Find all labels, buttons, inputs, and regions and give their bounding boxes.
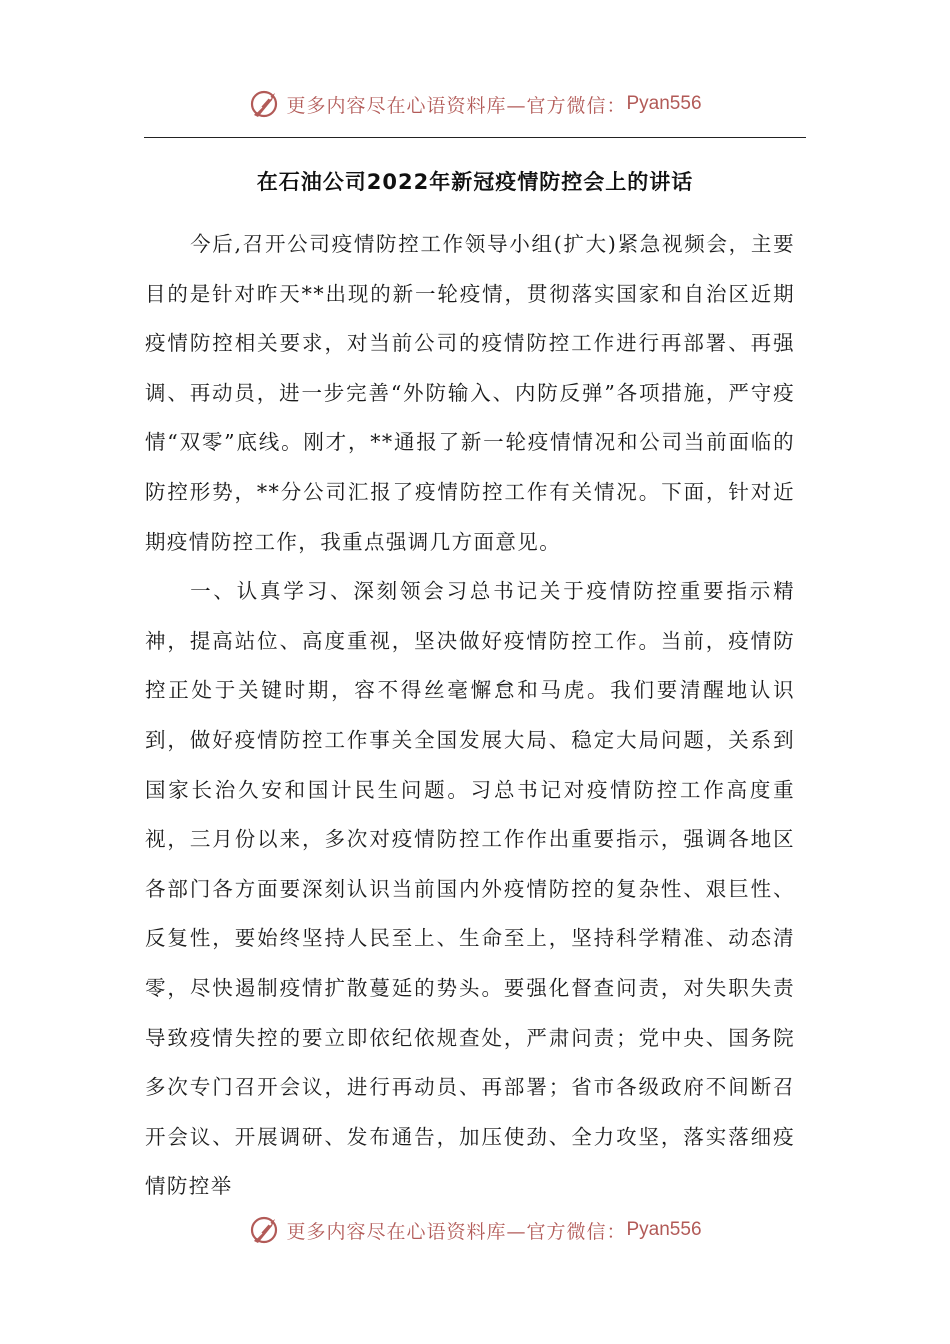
header-divider — [144, 137, 806, 138]
paragraph-intro: 今后,召开公司疫情防控工作领导小组(扩大)紧急视频会，主要目的是针对昨天**出现的新一轮疫情，贯彻落实国家和自治区近期疫情防控相关要求，对当前公司的疫情防控工作进行再部署、再强调、再动员，进一步完善“外防输入、内防反弹”各项措施，严守疫情“双零”底线。刚才，**通报了新一轮疫情情况和公司当前面临的防控形势，**分公司汇报了疫情防控工作有关情况。下面，针对近期疫情防控工作，我重点强调几方面意见。 — [145, 232, 795, 554]
header-watermark — [0, 82, 950, 126]
footer-watermark-handle: Pyan556 — [626, 1219, 702, 1240]
header-watermark-text: 更多内容尽在心语资料库—官方微信： — [286, 94, 627, 117]
pen-nib-logo-icon — [248, 87, 282, 121]
document-title: 在石油公司2022年新冠疫情防控会上的讲话 — [256, 170, 694, 194]
paragraph-section-one: 一、认真学习、深刻领会习总书记关于疫情防控重要指示精神，提高站位、高度重视，坚决做好疫情防控工作。当前，疫情防控正处于关键时期，容不得丝毫懈怠和马虎。我们要清醒地认识到，做好疫情防控工作事关全国发展大局、稳定大局问题，关系到国家长治久安和国计民生问题。习总书记对疫情防控工作高度重视，三月份以来，多次对疫情防控工作作出重要指示，强调各地区各部门各方面要深刻认识当前国内外疫情防控的复杂性、艰巨性、反复性，要始终坚持人民至上、生命至上，坚持科学精准、动态清零，尽快遏制疫情扩散蔓延的势头。要强化督查问责，对失职失责导致疫情失控的要立即依纪依规查处，严肃问责；党中央、国务院多次专门召开会议，进行再动员、再部署；省市各级政府不间断召开会议、开展调研、发布通告，加压使劲、全力攻坚，落实落细疫情防控举 — [145, 579, 795, 1199]
pen-nib-logo-icon — [248, 1213, 282, 1247]
footer-watermark — [0, 1208, 950, 1252]
document-body — [145, 220, 795, 1212]
footer-watermark-text: 更多内容尽在心语资料库—官方微信： — [286, 1220, 627, 1243]
header-watermark-handle: Pyan556 — [626, 93, 702, 114]
